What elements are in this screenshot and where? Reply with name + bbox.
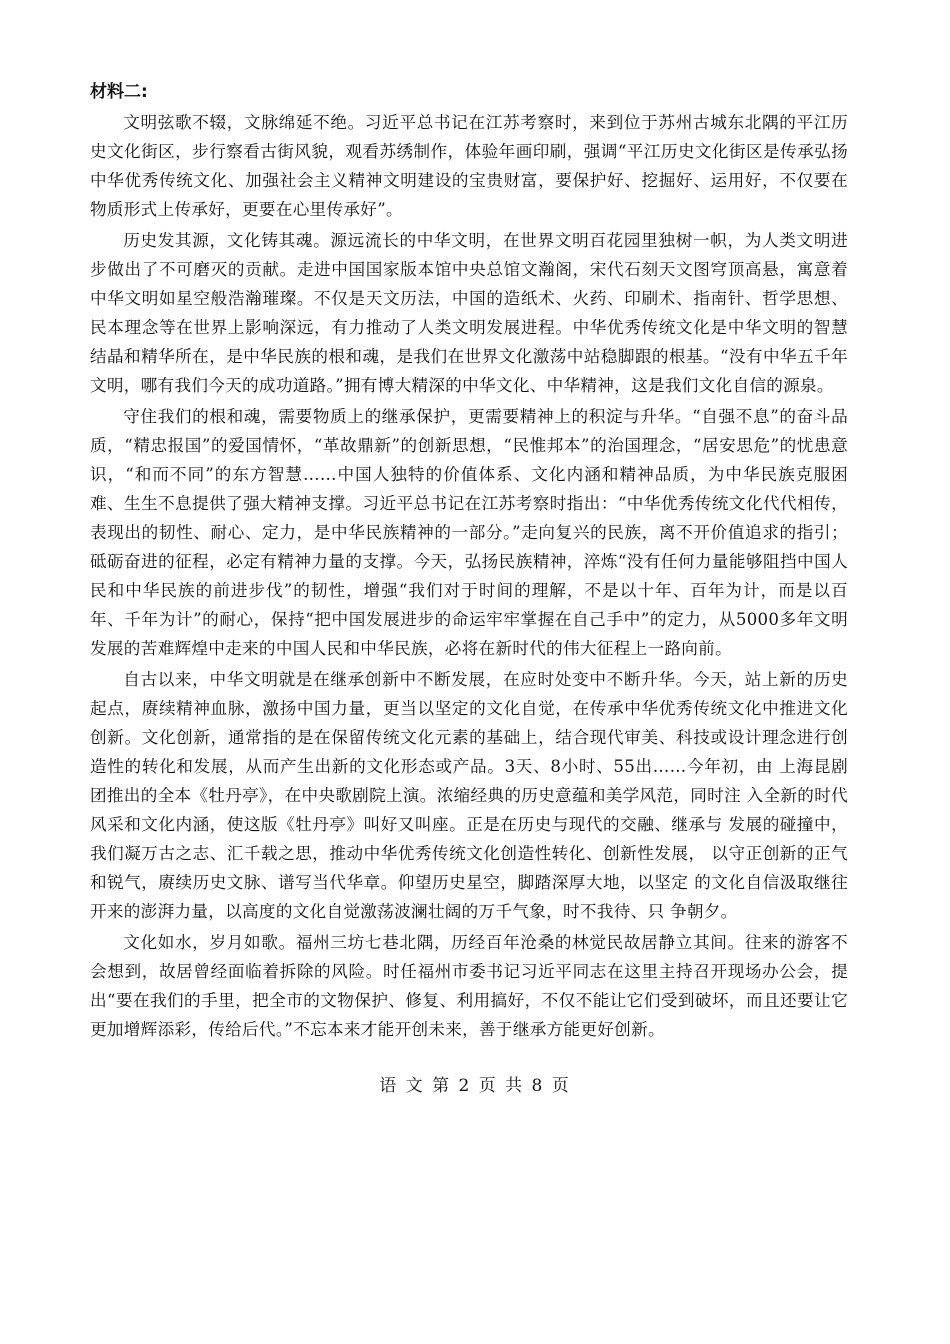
section-heading: 材料二:: [90, 82, 148, 102]
paragraph-4: 自古以来，中华文明就是在继承创新中不断发展，在应时处变中不断升华。今天，站上新的历史起点，赓续精神血脉，激扬中国力量，更当以坚定的文化自觉，在传承中华优秀传统文化中推进文化创新。文化创新，通常指的是在保留传统文化元素的基础上，结合现代审美、科技或设计理念进行创造性的转化和发展，从而产生出新的文化形态或产品。3天、8小时、55出……今年初，由 上海昆剧团推出的全本《牡丹亭》，在中央歌剧院上演。浓缩经典的历史意蕴和美学风范，同时注 入全新的时代风采和文化内涵，使这版《牡丹亭》叫好又叫座。正是在历史与现代的交融、继承与 发展的碰撞中，我们凝万古之志、汇千载之思，推动中华优秀传统文化创造性转化、创新性发展， 以守正创新的正气和锐气，赓续历史文脉、谱写当代华章。仰望历史星空，脚踏深厚大地，以坚定 的文化自信汲取继往开来的澎湃力量，以高度的文化自觉激荡波澜壮阔的万千气象，时不我待、只 争朝夕。: [90, 670, 848, 921]
paragraph-5: 文化如水，岁月如歌。福州三坊七巷北隅，历经百年沧桑的林觉民故居静立其间。往来的游客不会想到，故居曾经面临着拆除的风险。时任福州市委书记习近平同志在这里主持召开现场办公会，提出“要在我们的手里，把全市的文物保护、修复、利用搞好，不仅不能让它们受到破坏，而且还要让它更加增辉添彩，传给后代。”不忘本来才能开创未来，善于继承方能更好创新。: [90, 933, 848, 1039]
paragraph-1: 文明弦歌不辍，文脉绵延不绝。习近平总书记在江苏考察时，来到位于苏州古城东北隅的平江历史文化街区，步行察看古街风貌，观看苏绣制作，体验年画印刷，强调“平江历史文化街区是传承弘扬中华优秀传统文化、加强社会主义精神文明建设的宝贵财富，要保护好、挖掘好、运用好，不仅要在物质形式上传承好，更要在心里传承好”。: [90, 113, 848, 219]
page-footer: 语 文 第 2 页 共 8 页: [379, 1076, 571, 1096]
paragraph-3: 守住我们的根和魂，需要物质上的继承保护，更需要精神上的积淀与升华。“自强不息”的奋斗品质，“精忠报国”的爱国情怀，“革故鼎新”的创新思想，“民惟邦本”的治国理念，“居安思危”的忧患意识，“和而不同”的东方智慧……中国人独特的价值体系、文化内涵和精神品质，为中华民族克服困难、生生不息提供了强大精神支撑。习近平总书记在江苏考察时指出：“中华优秀传统文化代代相传，表现出的韧性、耐心、定力，是中华民族精神的一部分。”走向复兴的民族，离不开价值追求的指引；砥砺奋进的征程，必定有精神力量的支撑。今天，弘扬民族精神，淬炼“没有任何力量能够阻挡中国人民和中华民族的前进步伐”的韧性，增强“我们对于时间的理解，不是以十年、百年为计，而是以百年、千年为计”的耐心，保持“把中国发展进步的命运牢牢掌握在自己手中”的定力，从5000多年文明发展的苦难辉煌中走来的中国人民和中华民族，必将在新时代的伟大征程上一路向前。: [90, 407, 848, 658]
paragraph-2: 历史发其源，文化铸其魂。源远流长的中华文明，在世界文明百花园里独树一帜，为人类文明进步做出了不可磨灭的贡献。走进中国国家版本馆中央总馆文瀚阁，宋代石刻天文图穹顶高悬，寓意着中华文明如星空般浩瀚璀璨。不仅是天文历法，中国的造纸术、火药、印刷术、指南针、哲学思想、民本理念等在世界上影响深远，有力推动了人类文明发展进程。中华优秀传统文化是中华文明的智慧结晶和精华所在，是中华民族的根和魂，是我们在世界文化激荡中站稳脚跟的根基。“没有中华五千年文明，哪有我们今天的成功道路。”拥有博大精深的中华文化、中华精神，这是我们文化自信的源泉。: [90, 231, 848, 395]
material-two-section: [90, 78, 848, 1046]
